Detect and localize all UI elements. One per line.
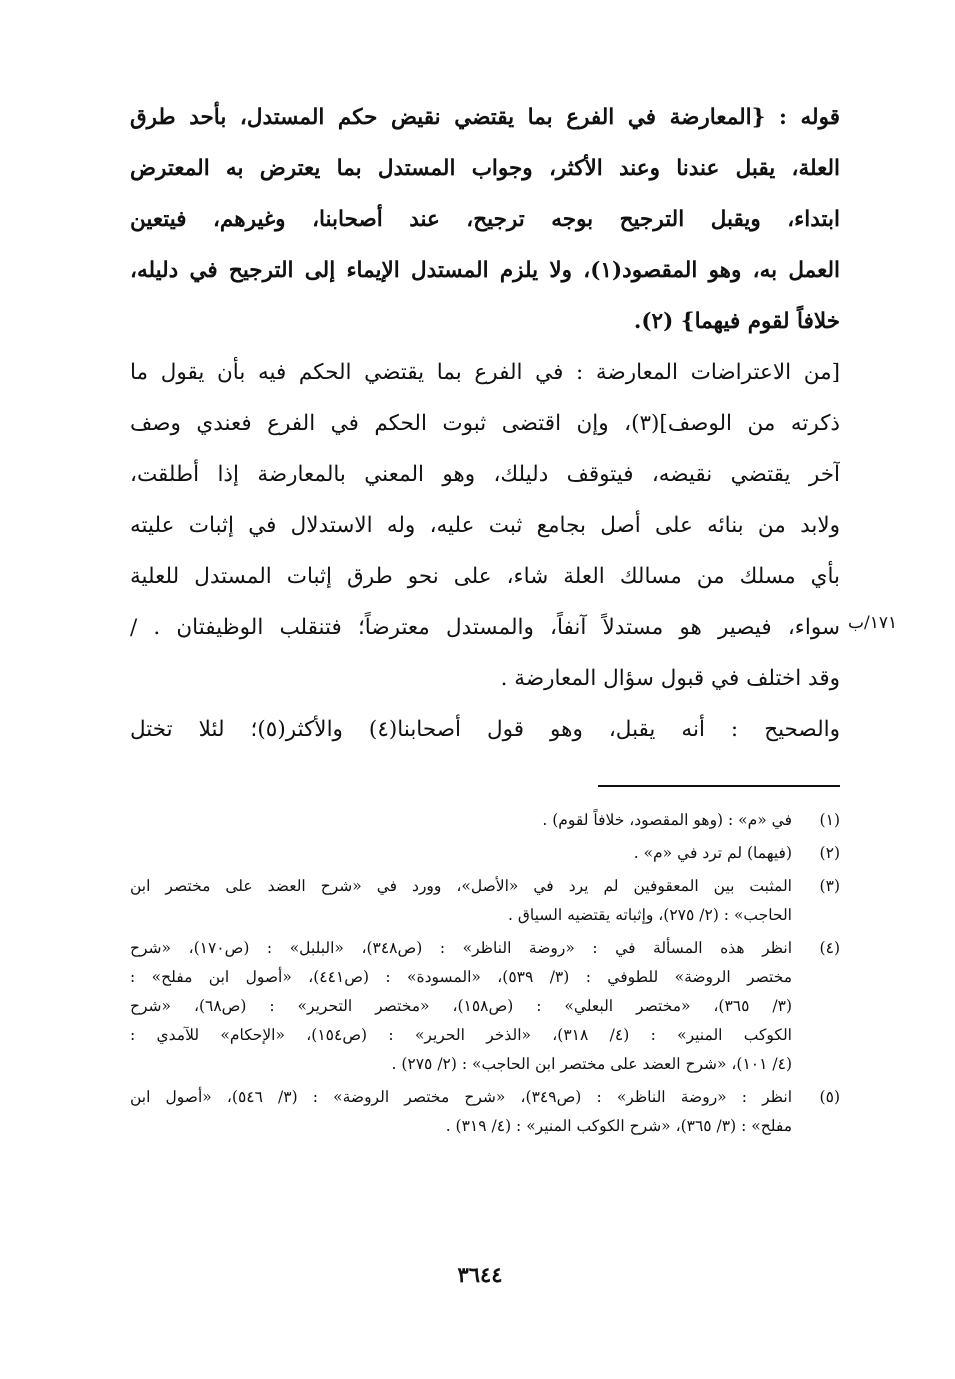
footnote-number: (٢) <box>819 844 840 862</box>
footnote-line: انظر هذه المسألة في : «روضة الناظر» : (ص٣٤٨)، «البلبل» : (ص١٧٠)، «شرح <box>130 939 792 957</box>
footnote-separator <box>598 785 840 787</box>
footnote <box>130 872 840 930</box>
footnote-number: (٣) <box>819 877 840 895</box>
footnote-line: في «م» : (وهو المقصود، خلافاً لقوم) . <box>542 811 792 829</box>
text-line: العمل به، وهو المقصود(١)، ولا يلزم المستدل الإيماء إلى الترجيح في دليله، <box>130 258 840 283</box>
text-line: [من الاعتراضات المعارضة : في الفرع بما يقتضي الحكم فيه بأن يقول ما <box>130 360 840 385</box>
footnote <box>130 934 840 1079</box>
footnotes <box>130 806 840 1145</box>
manuscript-folio-marker: ١٧١/ب <box>848 613 898 633</box>
footnote-line: مفلح» : (٣/ ٣٦٥)، «شرح الكوكب المنير» : (٤/ ٣١٩) . <box>445 1117 792 1135</box>
footnote-line: (فيهما) لم ترد في «م» . <box>633 844 792 862</box>
text-line: قوله : {المعارضة في الفرع بما يقتضي نقيض حكم المستدل، بأحد طرق <box>130 105 840 130</box>
footnote-number: (٤) <box>819 939 840 957</box>
footnote-line: انظر : «روضة الناظر» : (ص٣٤٩)، «شرح مختصر الروضة» : (٣/ ٥٤٦)، «أصول ابن <box>130 1088 792 1106</box>
footnote-number: (٥) <box>819 1088 840 1106</box>
text-line: وقد اختلف في قبول سؤال المعارضة . <box>500 666 840 691</box>
text-line: خلافاً لقوم فيهما} (٢). <box>633 309 840 334</box>
footnote-line: (٣/ ٣٦٥)، «مختصر البعلي» : (ص١٥٨)، «مختصر التحرير» : (ص٦٨)، «شرح <box>130 997 792 1015</box>
page-number: ٣٦٤٤ <box>457 1262 503 1287</box>
main-text <box>130 92 840 755</box>
text-line: والصحيح : أنه يقبل، وهو قول أصحابنا(٤) والأكثر(٥)؛ لئلا تختل <box>130 717 840 742</box>
footnote <box>130 1083 840 1141</box>
text-line: ذكرته من الوصف](٣)، وإن اقتضى ثبوت الحكم في الفرع فعندي وصف <box>130 411 840 436</box>
text-line: ابتداء، ويقبل الترجيح بوجه ترجيح، عند أصحابنا، وغيرهم، فيتعين <box>130 207 840 232</box>
text-line: آخر يقتضي نقيضه، فيتوقف دليلك، وهو المعني بالمعارضة إذا أطلقت، <box>130 462 840 487</box>
footnote-line: الكوكب المنير» : (٤/ ٣١٨)، «الذخر الحرير» : (ص١٥٤)، «الإحكام» للآمدي : <box>130 1026 792 1044</box>
footnote <box>130 839 840 868</box>
text-line: العلة، يقبل عندنا وعند الأكثر، وجواب المستدل بما يعترض به المعترض <box>130 156 840 181</box>
footnote <box>130 806 840 835</box>
footnote-line: المثبت بين المعقوفين لم يرد في «الأصل»، وورد في «شرح العضد على مختصر ابن <box>130 877 792 895</box>
text-line: ولابد من بنائه على أصل بجامع ثبت عليه، وله الاستدلال في إثبات عليته <box>130 513 840 538</box>
footnote-line: الحاجب» : (٢/ ٢٧٥)، وإثباته يقتضيه السياق . <box>508 906 792 924</box>
footnote-number: (١) <box>819 811 840 829</box>
footnote-line: مختصر الروضة» للطوفي : (٣/ ٥٣٩)، «المسودة» : (ص٤٤١)، «أصول ابن مفلح» : <box>130 968 792 986</box>
text-line: سواء، فيصير هو مستدلاً آنفاً، والمستدل معترضاً؛ فتنقلب الوظيفتان . / <box>130 615 840 640</box>
text-line: بأي مسلك من مسالك العلة شاء، على نحو طرق إثبات المستدل للعلية <box>130 564 840 589</box>
footnote-line: (٤/ ١٠١)، «شرح العضد على مختصر ابن الحاجب» : (٢/ ٢٧٥) . <box>391 1055 792 1073</box>
